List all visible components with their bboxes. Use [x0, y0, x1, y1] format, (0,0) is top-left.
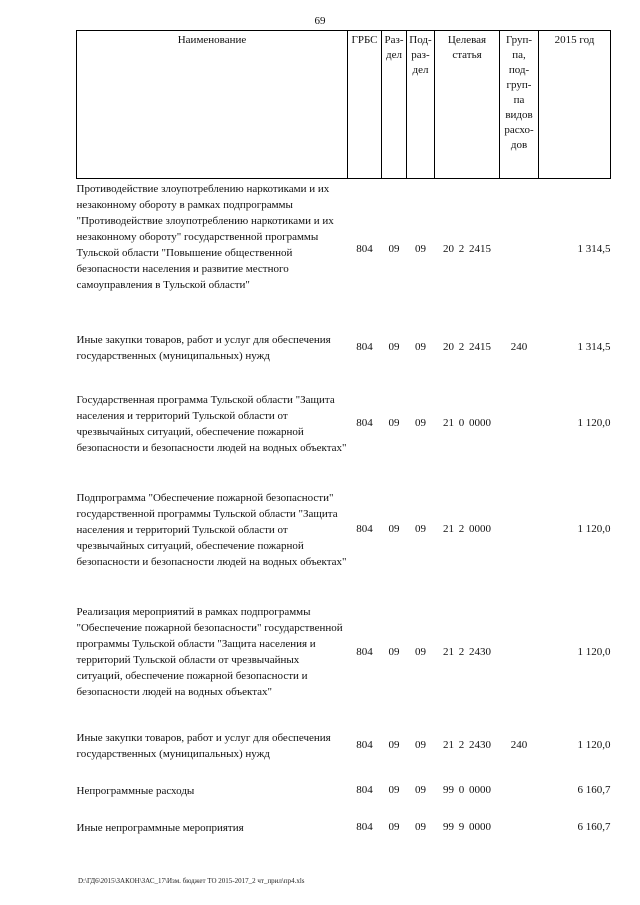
row-amount: 1 120,0 — [577, 645, 611, 658]
row-subsection: 09 — [415, 645, 426, 658]
row-name: Непрограммные расходы — [76, 784, 195, 797]
row-subsection: 09 — [415, 784, 426, 796]
row-grbs: 804 — [356, 341, 373, 353]
row-name: Иные непрограммные мероприятия — [76, 821, 244, 834]
header-year-2015: 2015 год — [539, 31, 611, 179]
row-target-article: 99 9 0000 — [443, 821, 491, 833]
header-target-article: Целевая статья — [435, 31, 500, 179]
row-grbs: 804 — [356, 739, 373, 751]
row-expense-group: 240 — [510, 739, 528, 751]
table-row — [77, 321, 611, 375]
row-name: Подпрограмма "Обеспечение пожарной безопасности" государственной программы Тульской области "Защита населения и территорий Тульской области от чрезвычайных ситуаций, обеспечение пожарной безопасности и безопасности людей на водных объектах" — [76, 491, 347, 568]
header-subsection: Под- раз- дел — [407, 31, 435, 179]
page-number: 69 — [314, 15, 326, 27]
row-target-article: 21 2 0000 — [443, 523, 491, 535]
table-row — [77, 179, 611, 321]
row-expense-group: 240 — [510, 341, 528, 353]
row-grbs: 804 — [356, 523, 373, 535]
header-grbs: ГРБС — [348, 31, 382, 179]
row-name: Реализация мероприятий в рамках подпрограммы "Обеспечение пожарной безопасности" государственной программы Тульской области "Защита населения и территорий Тульской области от чрезвычайных ситуаций, обеспечение пожарной безопасности и безопасности людей на водных объектах" — [76, 606, 343, 698]
row-section: 09 — [388, 523, 400, 535]
row-section: 09 — [388, 243, 400, 256]
row-subsection: 09 — [415, 341, 426, 353]
row-amount: 1 120,0 — [577, 417, 611, 429]
row-expense-group — [500, 587, 539, 718]
table-row — [77, 808, 611, 848]
budget-table — [76, 30, 611, 848]
row-expense-group — [500, 808, 539, 848]
row-target-article: 99 0 0000 — [443, 784, 491, 796]
row-section: 09 — [388, 341, 400, 353]
row-amount: 1 314,5 — [577, 243, 611, 256]
row-section: 09 — [388, 645, 400, 658]
row-grbs: 804 — [356, 243, 373, 256]
header-name: Наименование — [77, 31, 348, 179]
row-section: 09 — [388, 417, 400, 429]
row-name: Государственная программа Тульской области "Защита населения и территорий Тульской области от чрезвычайных ситуаций, обеспечение пожарной безопасности и безопасности людей на водных объектах" — [76, 393, 347, 454]
row-subsection: 09 — [415, 243, 426, 256]
row-target-article: 21 2 2430 — [443, 645, 491, 658]
row-target-article: 20 2 2415 — [443, 341, 491, 353]
row-amount: 1 120,0 — [577, 739, 611, 751]
row-subsection: 09 — [415, 417, 426, 429]
row-grbs: 804 — [356, 417, 373, 429]
table-row — [77, 774, 611, 808]
row-section: 09 — [388, 784, 400, 796]
header-row — [77, 31, 611, 179]
row-target-article: 20 2 2415 — [443, 243, 491, 256]
row-name: Иные закупки товаров, работ и услуг для обеспечения государственных (муниципальных) нужд — [76, 333, 331, 362]
row-expense-group — [500, 375, 539, 473]
row-amount: 6 160,7 — [577, 821, 611, 833]
row-subsection: 09 — [415, 523, 426, 535]
table-row — [77, 473, 611, 587]
header-expense-group: Груп- па, под- груп- па видов расхо- дов — [500, 31, 539, 179]
table-row — [77, 718, 611, 774]
row-amount: 1 314,5 — [577, 341, 611, 353]
row-grbs: 804 — [356, 821, 373, 833]
table-row — [77, 587, 611, 718]
row-section: 09 — [388, 821, 400, 833]
table-row — [77, 375, 611, 473]
row-amount: 1 120,0 — [577, 523, 611, 535]
row-grbs: 804 — [356, 645, 373, 658]
row-target-article: 21 0 0000 — [443, 417, 491, 429]
header-section: Раз- дел — [382, 31, 407, 179]
row-section: 09 — [388, 739, 400, 751]
row-name: Иные закупки товаров, работ и услуг для обеспечения государственных (муниципальных) нужд — [76, 731, 331, 760]
row-expense-group — [500, 774, 539, 808]
row-subsection: 09 — [415, 739, 426, 751]
row-grbs: 804 — [356, 784, 373, 796]
file-path-footer: D:\ГД6\2015\ЗАКОН\ЗАС_17\Изм. бюджет ТО 2015-2017_2 чт_прил\пр4.xls — [78, 877, 305, 885]
row-expense-group — [500, 473, 539, 587]
row-name: Противодействие злоупотреблению наркотиками и их незаконному обороту в рамках подпрограммы "Противодействие злоупотреблению наркотиками и их незаконному обороту" государственной программы Тульской области "Повышение общественной безопасности населения и развитие местного самоуправления в Тульской области" — [76, 183, 334, 291]
row-subsection: 09 — [415, 821, 426, 833]
row-amount: 6 160,7 — [577, 784, 611, 796]
row-target-article: 21 2 2430 — [443, 739, 491, 751]
row-expense-group — [500, 179, 539, 321]
